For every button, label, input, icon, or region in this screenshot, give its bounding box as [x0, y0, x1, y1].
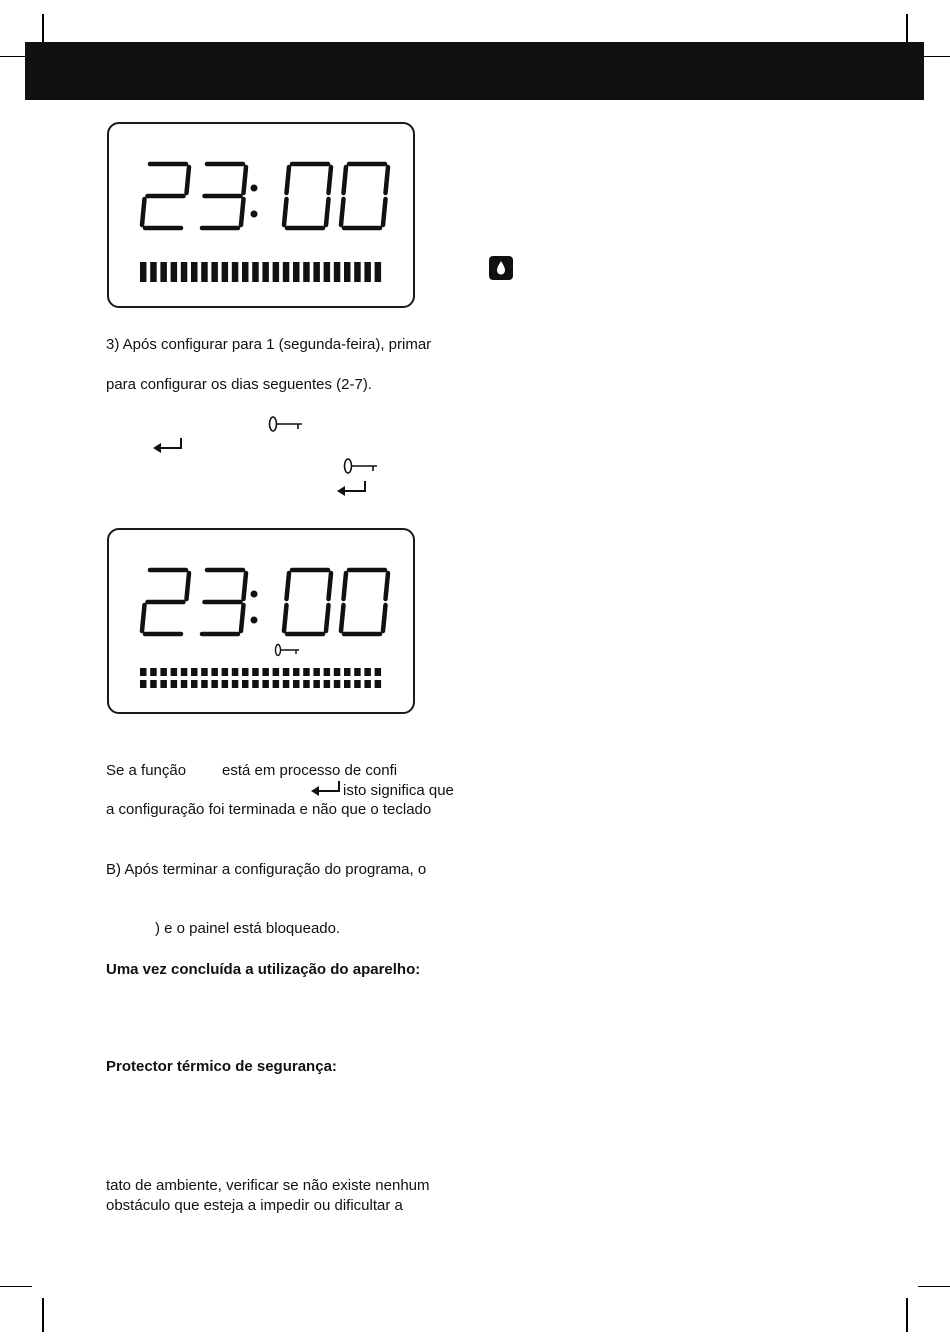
lcd-timeline-segment [201, 668, 208, 676]
lcd-timeline-segment [283, 680, 290, 688]
lcd-timeline-segment [324, 668, 331, 676]
lcd-timeline-segment [140, 668, 147, 676]
lcd-timeline-segment [375, 668, 382, 676]
lcd-timeline-segment [232, 668, 239, 676]
step3-line2: para configurar os dias seguentes (2-7). [106, 376, 372, 393]
lcd-segment [142, 199, 145, 225]
key-icon [268, 415, 304, 433]
lcd-timeline-segment [313, 262, 320, 282]
lcd-segment [383, 605, 386, 631]
lcd-timeline-segment [273, 262, 280, 282]
heading-usage: Uma vez concluída a utilização do aparelho: [106, 961, 421, 978]
lcd-segment [284, 199, 287, 225]
lcd-segment [284, 605, 287, 631]
step3-line1: 3) Após configurar para 1 (segunda-feira), primar [106, 336, 432, 353]
lcd-segment [244, 573, 247, 599]
note-line1-end: está em processo de confi [222, 762, 398, 779]
lcd-timeline-segment [242, 668, 249, 676]
lcd-timeline-segment [171, 668, 178, 676]
lcd-segment [386, 167, 389, 193]
lcd-timeline-segment [273, 668, 280, 676]
crop-mark [906, 1298, 908, 1332]
lcd-timeline-segment [354, 668, 361, 676]
lcd-timeline-segment [181, 680, 188, 688]
lcd-timeline-segment [150, 262, 157, 282]
lcd-timeline-segment [273, 680, 280, 688]
lcd-timeline-segment [140, 680, 147, 688]
lcd-segment [187, 167, 190, 193]
lcd-timeline-segment [354, 262, 361, 282]
lcd-timeline-segment [364, 262, 371, 282]
lcd-colon-dot [251, 185, 258, 192]
lcd-timeline-segment [313, 668, 320, 676]
lcd-timeline-segment [201, 680, 208, 688]
lcd-segment [287, 167, 290, 193]
lcd-segment [344, 167, 347, 193]
lcd-timeline-segment [303, 680, 310, 688]
lcd-segment [329, 573, 332, 599]
lcd-timeline-segment [191, 262, 198, 282]
note-line1-start: Se a função [106, 762, 187, 779]
lcd-segment [244, 167, 247, 193]
lcd-timeline-segment [334, 680, 341, 688]
lcd-timeline-segment [232, 262, 239, 282]
lcd-timeline-segment [334, 262, 341, 282]
lcd-timeline-segment [293, 262, 300, 282]
lcd-display-locked [107, 528, 415, 714]
lcd-segment [142, 605, 145, 631]
lcd-timeline-segment [242, 262, 249, 282]
lcd-segment [341, 199, 344, 225]
crop-mark [0, 1286, 32, 1287]
enter-arrow-icon [310, 780, 342, 796]
lcd-segment [386, 573, 389, 599]
thermal-line1: tato de ambiente, verificar se não existe nenhum [106, 1177, 430, 1194]
lcd-segment [329, 167, 332, 193]
note-line2: isto significa que [343, 782, 454, 799]
lcd-timeline-segment [313, 680, 320, 688]
lcd-timeline-segment [211, 668, 218, 676]
lcd-timeline-segment [324, 680, 331, 688]
lcd-timeline-segment [344, 680, 351, 688]
lcd-timeline-segment [283, 668, 290, 676]
lcd-segment [326, 199, 329, 225]
lcd-timeline-segment [252, 262, 259, 282]
enter-arrow-icon [336, 480, 368, 496]
lcd-timeline-segment [334, 668, 341, 676]
lcd-segment [383, 199, 386, 225]
lcd-timeline-segment [303, 668, 310, 676]
lcd-timeline-segment [242, 680, 249, 688]
lcd-digits [109, 124, 417, 310]
lcd-timeline-segment [364, 668, 371, 676]
section-b-line1: B) Após terminar a configuração do programa, o [106, 861, 427, 878]
lcd-timeline-segment [201, 262, 208, 282]
lcd-timeline-segment [171, 680, 178, 688]
lcd-timeline-segment [324, 262, 331, 282]
lcd-timeline-segment [375, 680, 382, 688]
water-drop-icon [489, 256, 513, 280]
lcd-timeline-segment [160, 668, 167, 676]
lcd-timeline-segment [222, 262, 229, 282]
lcd-timeline-segment [293, 668, 300, 676]
lcd-timeline-segment [364, 680, 371, 688]
lcd-timeline-segment [375, 262, 382, 282]
key-icon [276, 645, 300, 656]
lcd-segment [287, 573, 290, 599]
lcd-timeline-segment [191, 680, 198, 688]
lcd-timeline-segment [140, 262, 147, 282]
lcd-timeline-segment [160, 680, 167, 688]
key-icon [343, 457, 379, 475]
section-b-line2: ) e o painel está bloqueado. [155, 920, 341, 937]
lcd-timeline-segment [283, 262, 290, 282]
lcd-timeline-segment [252, 680, 259, 688]
lcd-segment [241, 605, 244, 631]
lcd-colon-dot [251, 617, 258, 624]
lcd-timeline-segment [293, 680, 300, 688]
thermal-line2: obstáculo que esteja a impedir ou dificultar a [106, 1197, 403, 1214]
heading-thermal: Protector térmico de segurança: [106, 1058, 337, 1075]
lcd-timeline-segment [191, 668, 198, 676]
lcd-timeline-segment [262, 680, 269, 688]
crop-mark [42, 1298, 44, 1332]
lcd-timeline-segment [354, 680, 361, 688]
lcd-segment [241, 199, 244, 225]
lcd-timeline-segment [222, 680, 229, 688]
lcd-colon-dot [251, 591, 258, 598]
lcd-timeline-segment [303, 262, 310, 282]
lcd-timeline-segment [160, 262, 167, 282]
lcd-segment [341, 605, 344, 631]
lcd-timeline-segment [181, 262, 188, 282]
lcd-colon-dot [251, 211, 258, 218]
note-line3: a configuração foi terminada e não que o teclado [106, 801, 432, 818]
lcd-timeline-segment [344, 262, 351, 282]
lcd-timeline-segment [252, 668, 259, 676]
lcd-timeline-segment [232, 680, 239, 688]
lcd-timeline-segment [150, 680, 157, 688]
lcd-timeline-segment [262, 668, 269, 676]
lcd-segment [326, 605, 329, 631]
lcd-segment [187, 573, 190, 599]
lcd-digits [109, 530, 417, 716]
crop-mark [918, 1286, 950, 1287]
lcd-timeline-segment [181, 668, 188, 676]
enter-arrow-icon [152, 437, 184, 453]
lcd-timeline-segment [171, 262, 178, 282]
lcd-display [107, 122, 415, 308]
lcd-timeline-segment [211, 262, 218, 282]
lcd-timeline-segment [222, 668, 229, 676]
lcd-timeline-segment [211, 680, 218, 688]
lcd-timeline-segment [344, 668, 351, 676]
lcd-segment [344, 573, 347, 599]
lcd-timeline-segment [262, 262, 269, 282]
header-bar [25, 42, 924, 100]
lcd-timeline-segment [150, 668, 157, 676]
